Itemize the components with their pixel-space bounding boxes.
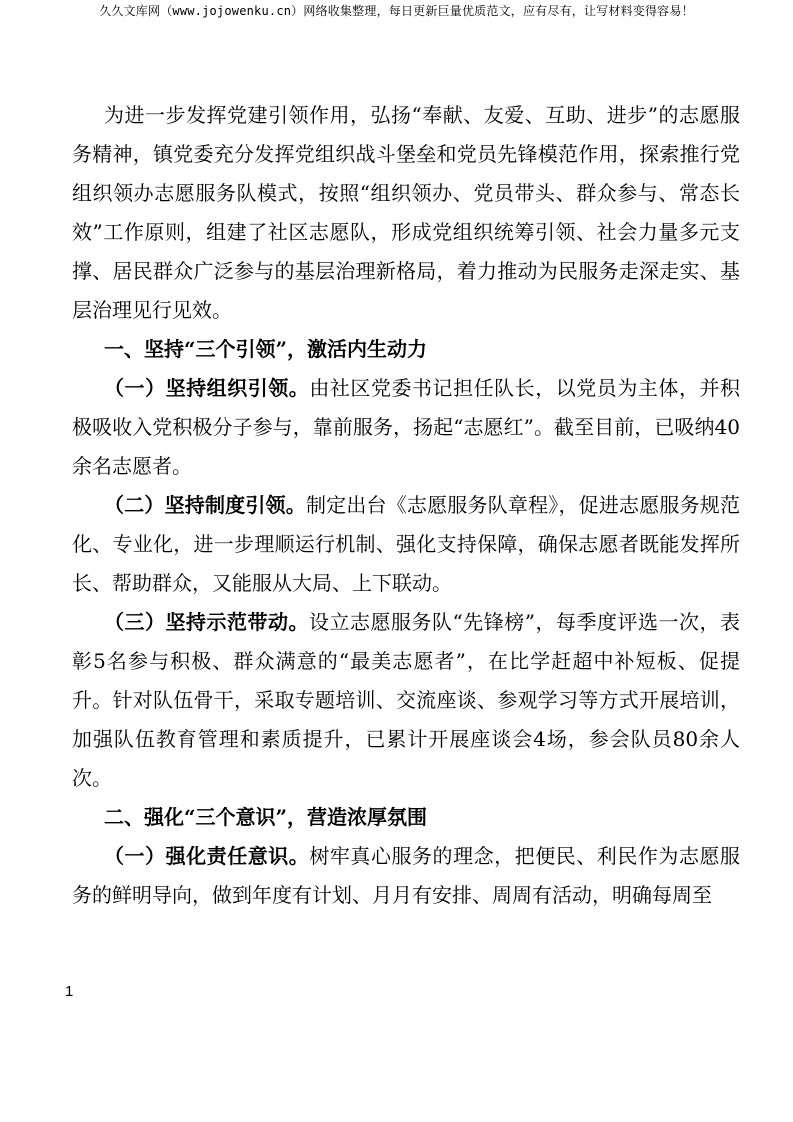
item-lead: （一）坚持组织引领。 bbox=[104, 376, 310, 400]
page-number: 1 bbox=[65, 983, 74, 1000]
item-lead: （一）强化责任意识。 bbox=[104, 844, 310, 868]
item-text: 设立志愿服务队“先锋榜”，每季度评选一次，表彰5名参与积极、群众满意的“最美志愿者”，在比学赶超中补短板、促提升。针对队伍骨干，采取专题培训、交流座谈、参观学习等方式开展培训，加强队伍教育管理和素质提升，已累计开展座谈会4场，参会队员80余人次。 bbox=[72, 610, 740, 790]
item-text: 由社区党委书记担任队长，以党员为主体，并积极吸收入党积极分子参与，靠前服务，扬起“志愿红”。截至目前，已吸纳40余名志愿者。 bbox=[72, 376, 741, 478]
item-text: 制定出台《志愿服务队章程》，促进志愿服务规范化、专业化，进一步理顺运行机制、强化支持保障，确保志愿者既能发挥所长、帮助群众，又能服从大局、上下联动。 bbox=[72, 493, 741, 595]
item-text: 树牢真心服务的理念，把便民、利民作为志愿服务的鲜明导向，做到年度有计划、月月有安排、周周有活动，明确每周至 bbox=[72, 844, 741, 907]
page-header: 久久文库网（www.jojowenku.cn）网络收集整理，每日更新巨量优质范文，应有尽有，让写材料变得容易！ bbox=[99, 4, 694, 18]
item-lead: （三）坚持示范带动。 bbox=[104, 610, 310, 634]
section-heading-1: 一、坚持“三个引领”，激活内生动力 bbox=[104, 337, 428, 361]
item-exemplary-leadership bbox=[72, 603, 740, 798]
item-lead: （二）坚持制度引领。 bbox=[104, 493, 306, 517]
section-heading-2: 二、强化“三个意识”，营造浓厚氛围 bbox=[104, 805, 428, 829]
item-system-guidance bbox=[72, 486, 740, 603]
intro-paragraph: 为进一步发挥党建引领作用，弘扬“奉献、友爱、互助、进步”的志愿服务精神，镇党委充分发挥党组织战斗堡垒和党员先锋模范作用，探索推行党组织领办志愿服务队模式，按照“组织领办、党员带头、群众参与、常态长效”工作原则，组建了社区志愿队，形成党组织统筹引领、社会力量多元支撑、居民群众广泛参与的基层治理新格局，着力推动为民服务走深走实、基层治理见行见效。 bbox=[72, 103, 740, 322]
document-body bbox=[72, 96, 740, 915]
item-organization-guidance bbox=[72, 369, 740, 486]
item-responsibility-awareness bbox=[72, 837, 740, 915]
